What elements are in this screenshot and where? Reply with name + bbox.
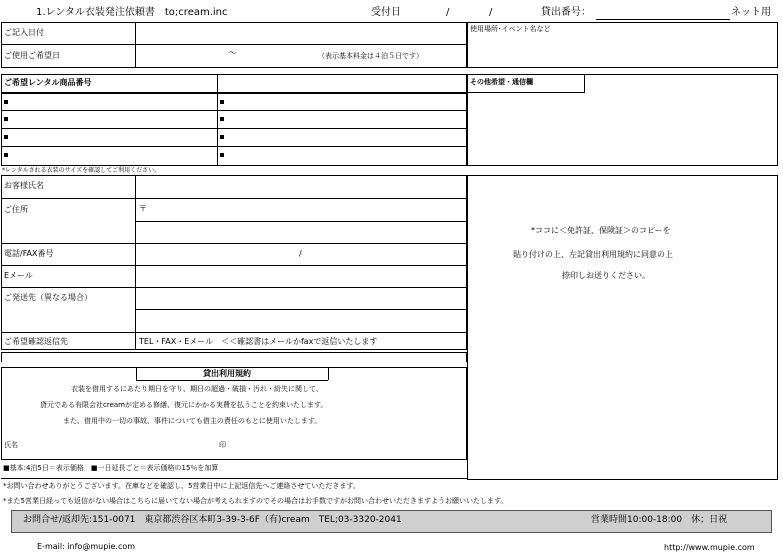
net-use-label: ネット用 xyxy=(731,7,771,18)
entry-date-field[interactable] xyxy=(137,24,464,43)
business-hours: 営業時間10:00-18:00 休；日祝 xyxy=(591,515,728,525)
product-number-header: ご希望レンタル商品番号 xyxy=(4,78,92,87)
postal-mark: 〒 xyxy=(139,204,147,213)
product-row-bullet xyxy=(4,153,8,157)
pricing-note: ■基本:4泊5日＝表示価格 ■一日延長ごと＝表示価格の15％を加算 xyxy=(3,464,219,472)
form-title: 1.レンタル衣装発注依頼書 to;cream.inc xyxy=(36,7,228,18)
product-row-bullet xyxy=(4,117,8,121)
price-note: （表示基本料金は４泊５日です） xyxy=(318,52,423,60)
shipping-address-label: ご発送先（異なる場合） xyxy=(4,293,92,302)
date-range-tilde: ～ xyxy=(228,49,238,59)
use-date-label: ご使用ご希望日 xyxy=(4,51,60,60)
customer-name-field[interactable] xyxy=(137,177,464,197)
reply-method-label: ご希望確認返信先 xyxy=(4,337,68,346)
terms-title: 貸出利用規約 xyxy=(203,369,251,378)
product-row-bullet xyxy=(4,100,8,104)
date-slash-2: / xyxy=(489,7,493,18)
email-field[interactable] xyxy=(137,267,464,286)
footer-email[interactable]: E-mail: info@mupie.com xyxy=(37,542,136,551)
seal-label: 印 xyxy=(219,441,226,449)
footer-url[interactable]: http://www.mupie.com xyxy=(664,543,755,552)
terms-line-1: 衣装を借用するにあたり期日を守り、期日の超過・破損・汚れ・紛失に関して、 xyxy=(71,385,323,393)
product-row-bullet xyxy=(220,153,224,157)
rental-number-label: 貸出番号： xyxy=(541,7,591,18)
date-slash-1: / xyxy=(446,7,450,18)
contact-note-2: *また5営業日経っても返信がない場合はこちらに届いてない場合が考えられますのでその場合はお手数ですがお問い合わせいただきますようお願いいたします。 xyxy=(3,497,508,505)
use-date-field[interactable] xyxy=(137,46,464,66)
reply-method-value: TEL・FAX・Eメール ＜＜確認書はメールかfaxで返信いたします xyxy=(139,337,378,346)
rental-number-field[interactable] xyxy=(596,19,730,20)
size-note: *レンタルされる衣装のサイズを確認してご利用ください。 xyxy=(2,167,161,174)
address-field[interactable] xyxy=(150,200,464,242)
product-row-bullet xyxy=(220,117,224,121)
contact-note-1: *お問い合わせありがとうございます。在庫などを確認し、5営業日中に上記返信先へご連絡させていただきます。 xyxy=(3,482,360,490)
phone-fax-field[interactable] xyxy=(137,245,464,264)
customer-name-label: お客様氏名 xyxy=(4,181,44,190)
signature-name-label: 氏名 xyxy=(4,441,18,449)
return-address: お問合せ/返却先:151-0071 東京都渋谷区本町3-39-3-6F（有)cream TEL;03-3320-2041 xyxy=(23,515,402,525)
product-row-bullet xyxy=(220,135,224,139)
other-requests-label: その他希望・通信欄 xyxy=(470,78,533,86)
id-copy-instruction-2: 貼り付けの上、左記貸出利用規約に同意の上 xyxy=(513,250,673,259)
product-section xyxy=(1,74,467,166)
signature-name-field[interactable] xyxy=(20,436,215,454)
id-copy-instruction-3: 捺印しお送りください。 xyxy=(562,271,650,280)
terms-line-3: また、借用中の一切の事故、事件についても借主の責任のもとに使用いたします。 xyxy=(63,417,322,425)
product-number-field[interactable] xyxy=(226,94,465,109)
entry-date-label: ご記入日付 xyxy=(4,28,44,37)
product-row-bullet xyxy=(220,100,224,104)
phone-fax-separator: / xyxy=(299,249,302,258)
product-row-bullet xyxy=(4,135,8,139)
email-label: Eメール xyxy=(4,271,33,280)
shipping-address-field[interactable] xyxy=(137,289,464,331)
id-copy-area[interactable] xyxy=(467,175,778,480)
received-date-label: 受付日 xyxy=(371,7,401,18)
id-copy-instruction-1: *ココに＜免許証、保険証＞のコピーを xyxy=(531,226,671,235)
product-number-field[interactable] xyxy=(10,94,215,109)
phone-fax-label: 電話/FAX番号 xyxy=(4,249,54,258)
terms-line-2: 貸元である有限会社creamが定める修繕、復元にかかる実費を払うことを約束いたします。 xyxy=(40,401,328,409)
address-label: ご住所 xyxy=(4,205,28,214)
venue-label: 使用場所･イベント名など xyxy=(470,25,551,33)
